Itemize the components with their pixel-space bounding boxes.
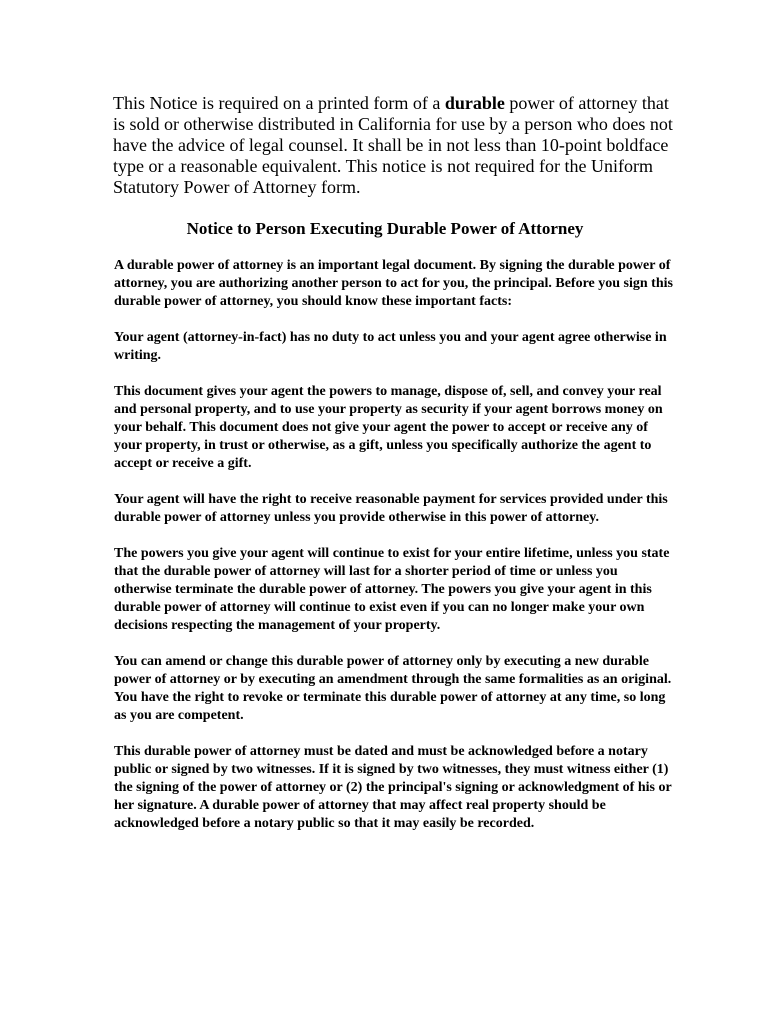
paragraph-agent-duty: Your agent (attorney-in-fact) has no duty to act unless you and your agent agree otherwise in writing.	[114, 330, 667, 363]
page-title: Notice to Person Executing Durable Power of Attorney	[186, 219, 584, 238]
intro-bold-word: durable	[444, 93, 505, 113]
intro-text-before: This Notice is required on a printed form of a	[113, 93, 445, 113]
intro-notice	[113, 93, 673, 198]
intro-text-after: power of attorney that is sold or otherwise distributed in California for use by a person who does not have the advice of legal counsel. It shall be in not less than 10-point boldface type or a reasonable equivalent. This notice is not required for the Uniform Statutory Power of Attorney form.	[113, 93, 673, 197]
paragraph-amend-revoke: You can amend or change this durable power of attorney only by executing a new durable power of attorney or by executing an amendment through the same formalities as an original. You have the right to revoke or terminate this durable power of attorney at any time, so long as you are competent.	[114, 654, 672, 723]
paragraph-agent-powers: This document gives your agent the powers to manage, dispose of, sell, and convey your real and personal property, and to use your property as security if your agent borrows money on your behalf. This document does not give your agent the power to accept or receive any of your property, in trust or otherwise, as a gift, unless you specifically authorize the agent to accept or receive a gift.	[114, 384, 663, 471]
notice-body	[114, 257, 674, 851]
paragraph-agent-payment: Your agent will have the right to receive reasonable payment for services provided under this durable power of attorney unless you provide otherwise in this power of attorney.	[114, 492, 668, 525]
paragraph-duration: The powers you give your agent will continue to exist for your entire lifetime, unless you state that the durable power of attorney will last for a shorter period of time or unless you otherwise terminate the durable power of attorney. The powers you give your agent in this durable power of attorney will continue to exist even if you can no longer make your own decisions respecting the management of your property.	[114, 546, 670, 633]
paragraph-execution: This durable power of attorney must be dated and must be acknowledged before a notary public or signed by two witnesses. If it is signed by two witnesses, they must witness either (1) the signing of the power of attorney or (2) the principal's signing or acknowledgment of his or her signature. A durable power of attorney that may affect real property should be acknowledged before a notary public so that it may easily be recorded.	[114, 744, 672, 831]
paragraph-important-document: A durable power of attorney is an important legal document. By signing the durable power of attorney, you are authorizing another person to act for you, the principal. Before you sign this durable power of attorney, you should know these important facts:	[114, 258, 673, 309]
